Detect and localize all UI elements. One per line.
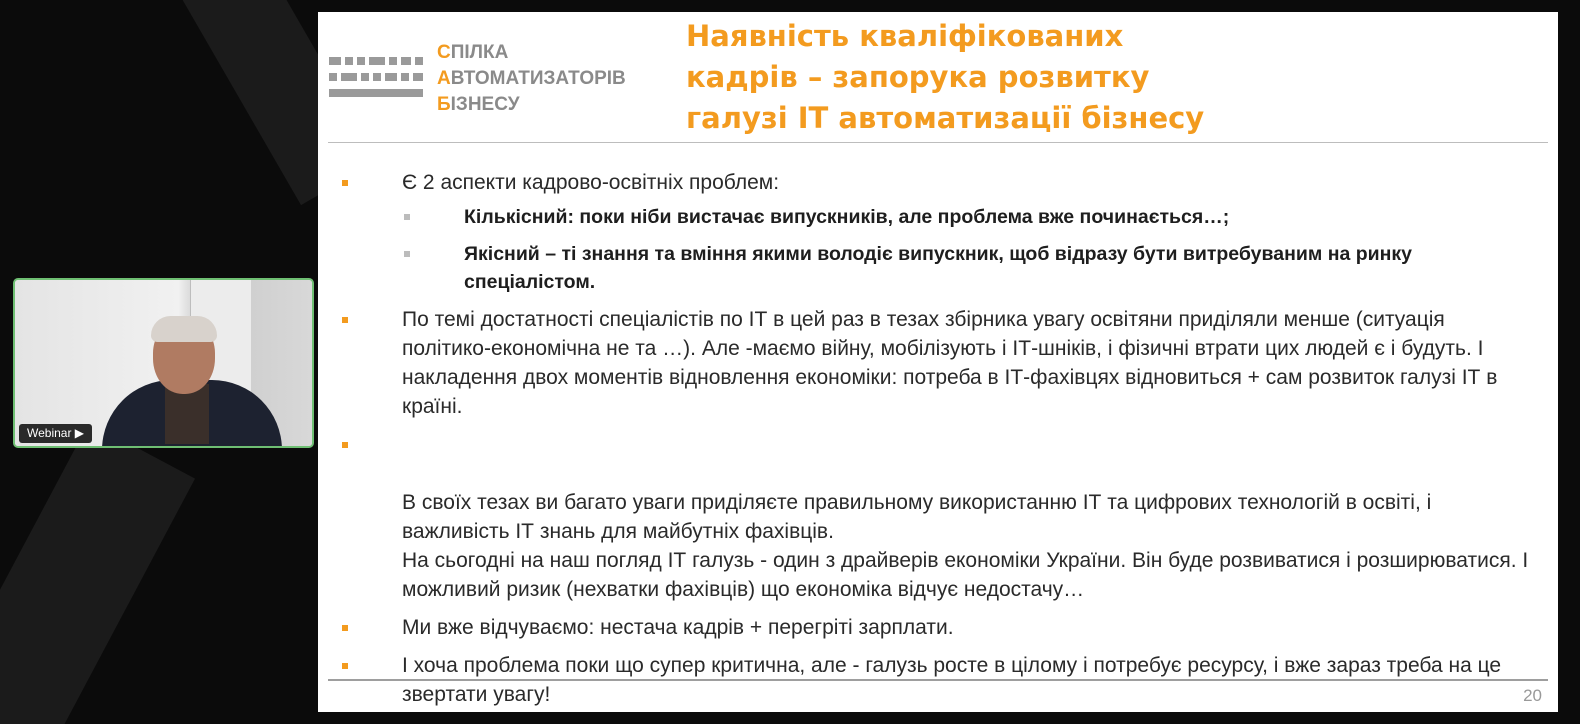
bullet-text: По темі достатності спеціалістів по ІТ в цей раз в тезах збірника увагу освітяни приділяли менше (ситуація політико-економічна не та …). Але -маємо війну, мобілізують і ІТ-шніків, і фізичні втрати цих людей є і будуть. І накладення двох моментів відновлення економіки: потреба в ІТ-фахівцях відновиться + сам розвиток галузі ІТ в країні. [402,308,1498,418]
slide-title [686,16,1546,139]
bullet-text: Ми вже відчуваємо: нестача кадрів + перегріті зарплати. [402,616,954,639]
bullet-item [318,613,1558,642]
title-divider [328,142,1548,143]
bullet-text: В своїх тезах ви багато уваги приділяєте правильному використанню ІТ та цифрових технологій в освіті, і важливість ІТ знань для майбутніх фахівців. На сьогодні на наш погляд ІТ галузь - один з драйверів економіки України. Він буде розвиватися і розширюватися. І можливий ризик (нехватки фахівців) що економіка відчує недостачу… [402,491,1529,601]
bullet-marker-icon [342,442,348,448]
bullet-text: Є 2 аспекти кадрово-освітніх проблем: [402,171,780,194]
bullet-item [318,305,1558,421]
bullet-item [318,168,1558,296]
sub-bullet-text: Кількісний: поки ніби вистачає випускників, але проблема вже починається…; [464,206,1230,228]
slide-page-number: 20 [1523,686,1542,705]
presenter-webcam[interactable] [13,278,314,448]
slide-title-line: Наявність кваліфікованих [686,19,1124,53]
presenter-hair [151,316,217,342]
bullet-marker-icon [342,625,348,631]
presentation-slide [318,12,1558,712]
logo-line: АВТОМАТИЗАТОРІВ [437,68,626,89]
background-diagonal-shape [0,422,195,724]
sub-bullet-item [402,203,1536,231]
sub-bullet-marker-icon [404,251,410,257]
slide-title-line: кадрів – запорука розвитку [686,60,1150,94]
webinar-badge[interactable]: Webinar ▶ [19,424,92,443]
logo-mark-icon [327,55,427,101]
bullet-list [318,168,1558,712]
bullet-marker-icon [342,663,348,669]
bullet-marker-icon [342,317,348,323]
sub-bullet-item [402,240,1536,296]
bullet-text: І хоча проблема поки що супер критична, але - галузь росте в цілому і потребує ресурсу, і вже зараз треба на це звертати увагу! [402,654,1502,706]
sub-bullet-list [402,203,1536,296]
logo-line: СПІЛКА [437,42,509,63]
footer-divider [328,679,1548,681]
logo-line: БІЗНЕСУ [437,94,520,115]
slide-title-line: галузі ІТ автоматизації бізнесу [686,101,1205,135]
bullet-item [318,430,1558,604]
sub-bullet-marker-icon [404,214,410,220]
sub-bullet-text: Якісний – ті знання та вміння якими володіє випускник, щоб відразу бути витребуваним на ринку спеціалістом. [464,243,1413,293]
logo-text [437,40,626,118]
bullet-marker-icon [342,180,348,186]
